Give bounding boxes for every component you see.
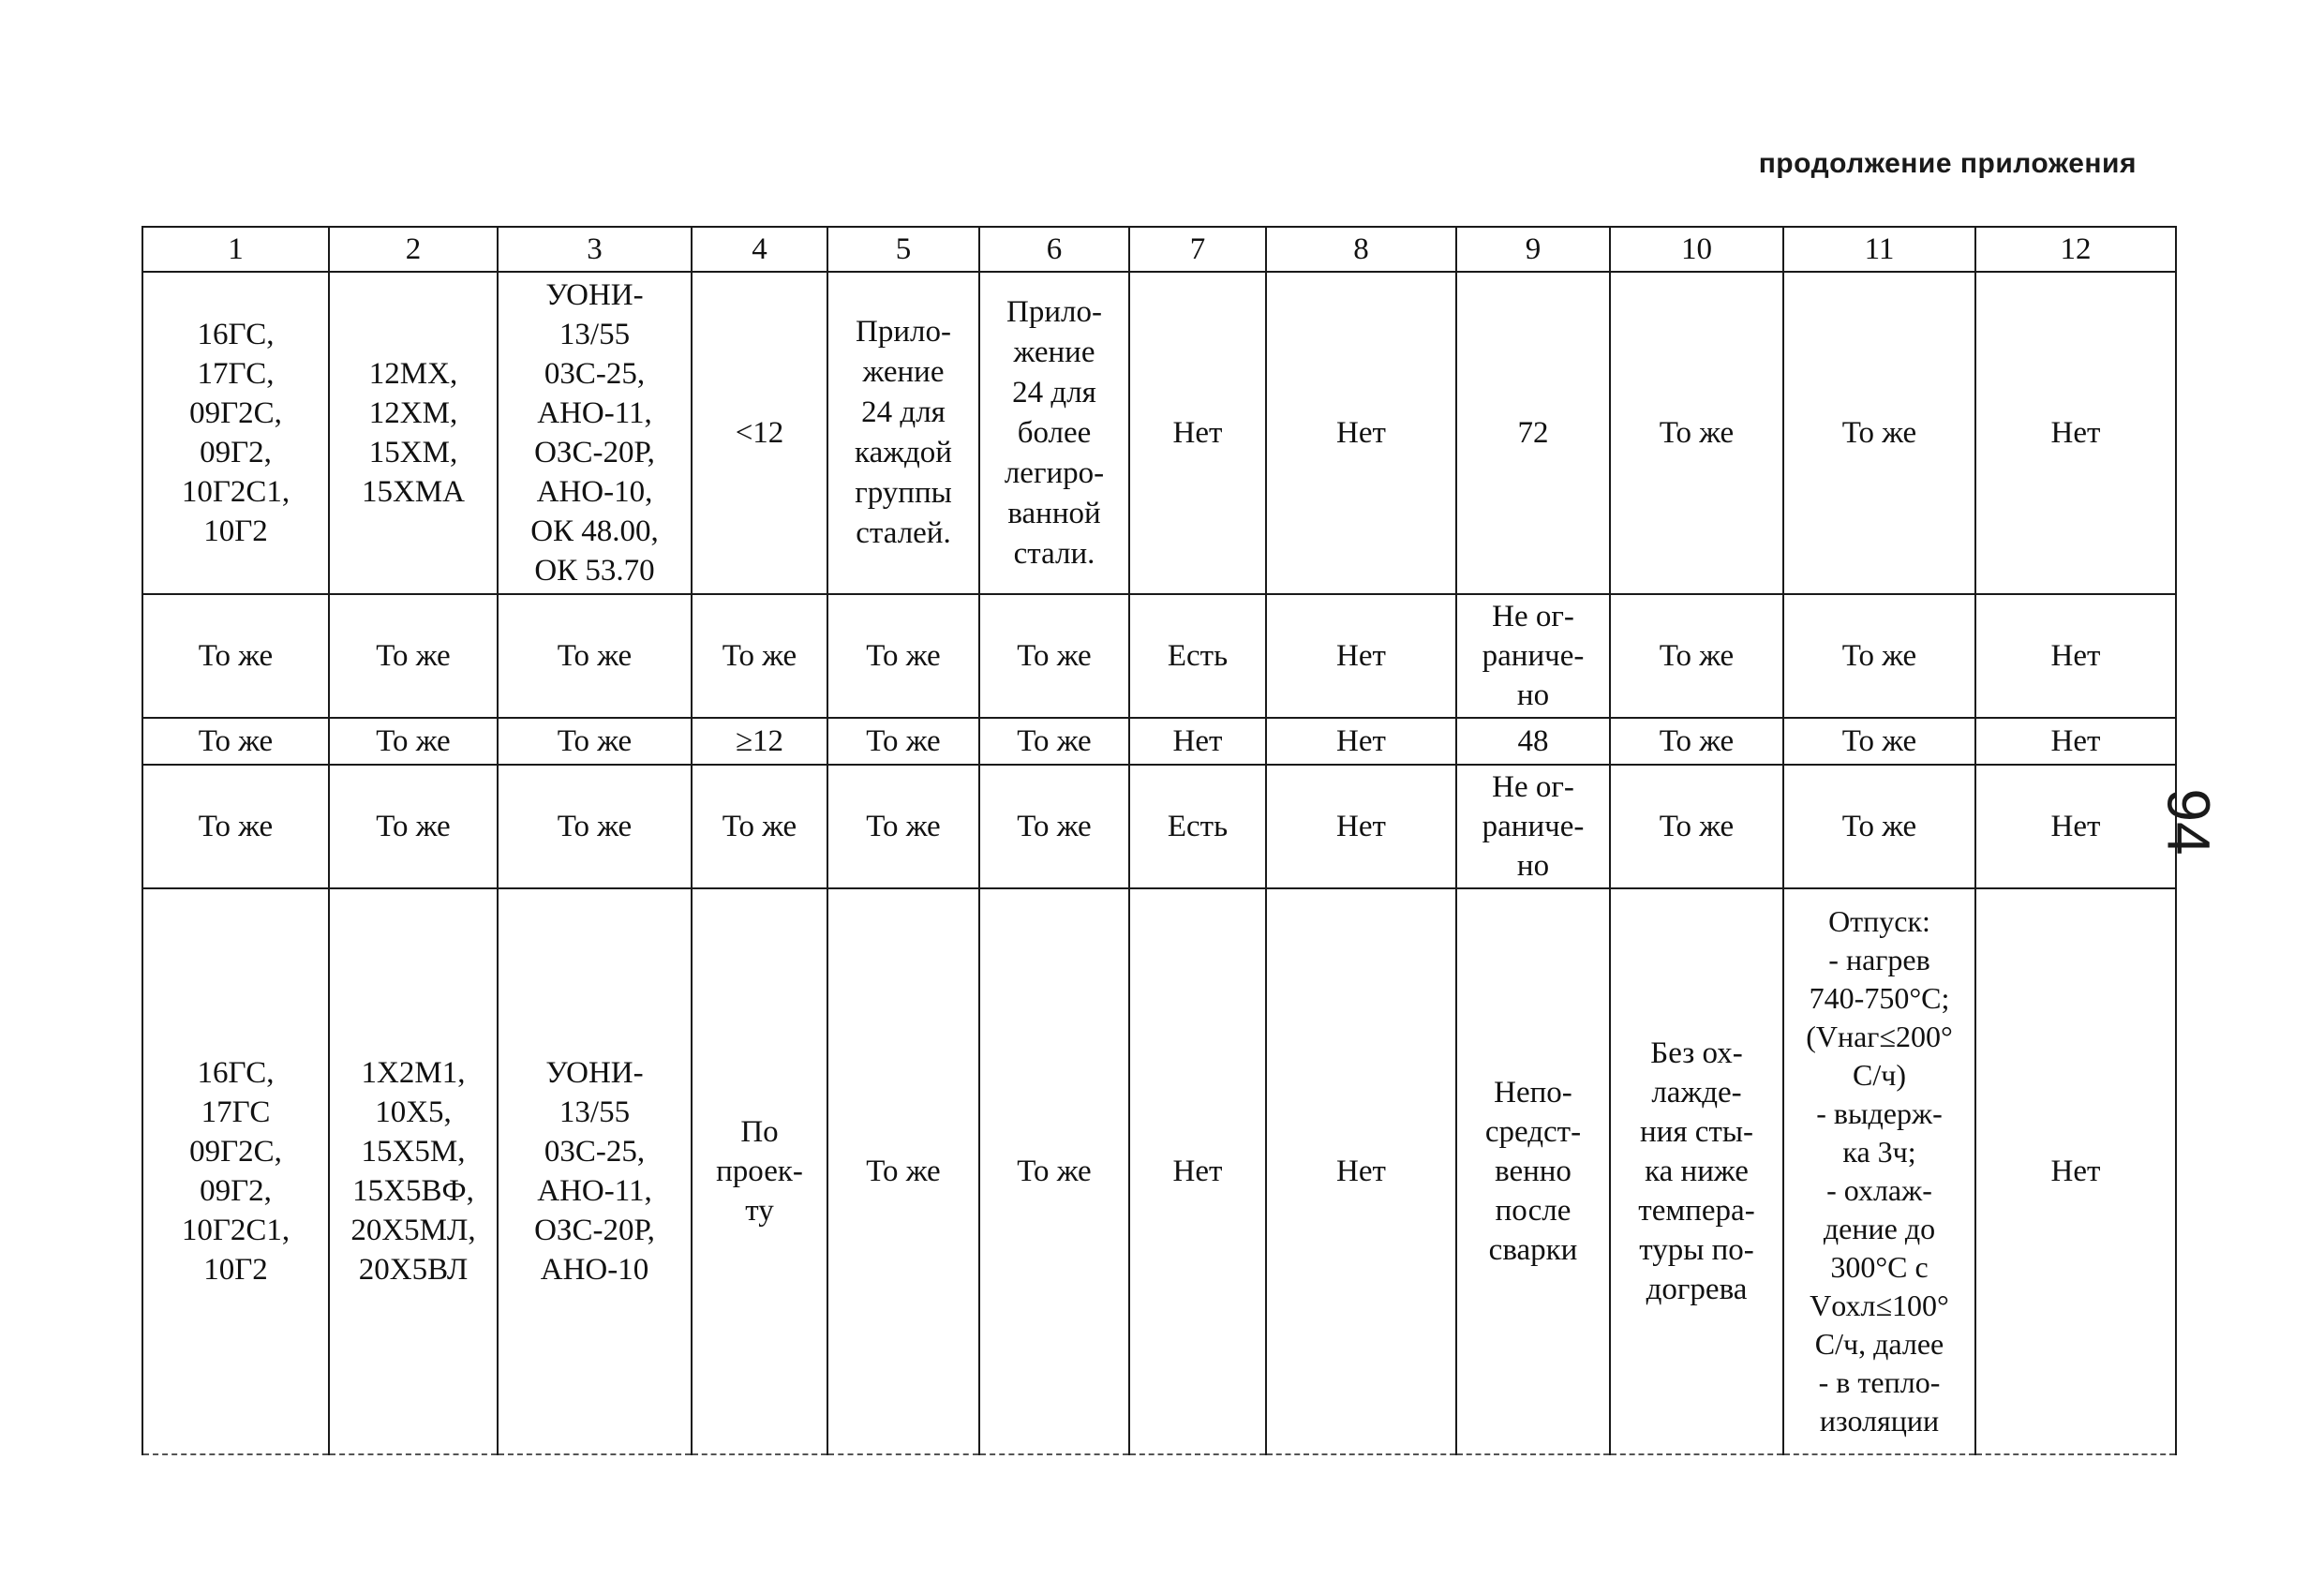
table-cell: То же	[979, 888, 1129, 1454]
table-cell: 16ГС, 17ГС, 09Г2С, 09Г2, 10Г2С1, 10Г2	[142, 272, 329, 594]
table-row	[142, 594, 2176, 718]
table-cell: Есть	[1129, 765, 1266, 888]
table-cell: То же	[827, 718, 979, 765]
table-cell: УОНИ- 13/55 03С-25, АНО-11, ОЗС-20Р, АНО-10	[498, 888, 692, 1454]
table-row	[142, 765, 2176, 888]
table-cell: 12МХ, 12ХМ, 15ХМ, 15ХМА	[329, 272, 498, 594]
table-cell: УОНИ- 13/55 03С-25, АНО-11, ОЗС-20Р, АНО-10, ОК 48.00, ОК 53.70	[498, 272, 692, 594]
column-number: 7	[1129, 227, 1266, 272]
table-cell: Нет	[1129, 718, 1266, 765]
table-cell: То же	[692, 594, 827, 718]
table-cell: То же	[498, 718, 692, 765]
table-cell: То же	[827, 765, 979, 888]
table-cell: То же	[1783, 718, 1975, 765]
table-cell: То же	[1610, 272, 1783, 594]
table-cell: То же	[498, 594, 692, 718]
table-cell: То же	[142, 718, 329, 765]
continuation-caption: продолжение приложения	[1758, 148, 2137, 179]
table-cell: Нет	[1975, 888, 2176, 1454]
table-cell: Отпуск: - нагрев 740-750°С; (Vнаг≤200° С/ч) - выдерж- ка 3ч; - охлаж- дение до 300°С с Vохл≤100° С/ч, далее - в тепло- изоляции	[1783, 888, 1975, 1454]
column-number: 8	[1266, 227, 1456, 272]
table-cell: То же	[1783, 272, 1975, 594]
table-cell: Нет	[1975, 718, 2176, 765]
table-cell: Нет	[1266, 272, 1456, 594]
column-number: 3	[498, 227, 692, 272]
table-cell: ≥12	[692, 718, 827, 765]
table-cell: Непо- средст- венно после сварки	[1456, 888, 1610, 1454]
table-cell: Нет	[1266, 888, 1456, 1454]
table-cell: То же	[498, 765, 692, 888]
table-cell: То же	[329, 765, 498, 888]
table-cell: Нет	[1975, 272, 2176, 594]
column-number: 12	[1975, 227, 2176, 272]
table-cell: То же	[827, 888, 979, 1454]
table-cell: 72	[1456, 272, 1610, 594]
column-number: 2	[329, 227, 498, 272]
table-row	[142, 888, 2176, 1454]
table-row	[142, 272, 2176, 594]
table-cell: По проек- ту	[692, 888, 827, 1454]
table-cell: То же	[979, 718, 1129, 765]
table-cell: То же	[1610, 718, 1783, 765]
column-number: 4	[692, 227, 827, 272]
column-number: 9	[1456, 227, 1610, 272]
table-cell: 16ГС, 17ГС 09Г2С, 09Г2, 10Г2С1, 10Г2	[142, 888, 329, 1454]
welding-parameters-table	[142, 226, 2177, 1455]
table-cell: Нет	[1266, 718, 1456, 765]
table-cell: То же	[142, 765, 329, 888]
table-cell: Нет	[1975, 765, 2176, 888]
table-cell: 1Х2М1, 10Х5, 15Х5М, 15Х5ВФ, 20Х5МЛ, 20Х5ВЛ	[329, 888, 498, 1454]
table-cell: То же	[142, 594, 329, 718]
table-cell: То же	[979, 594, 1129, 718]
column-number: 1	[142, 227, 329, 272]
table-cell: То же	[329, 594, 498, 718]
table-cell: То же	[827, 594, 979, 718]
table-cell: Прило- жение 24 для более легиро- ванной стали.	[979, 272, 1129, 594]
table-cell: Нет	[1129, 888, 1266, 1454]
table-cell: Нет	[1266, 765, 1456, 888]
table-cell: То же	[692, 765, 827, 888]
table-cell: 48	[1456, 718, 1610, 765]
table-header-row	[142, 227, 2176, 272]
column-number: 5	[827, 227, 979, 272]
table-cell: Не ог- раниче- но	[1456, 594, 1610, 718]
table-cell: Нет	[1129, 272, 1266, 594]
table-cell: Не ог- раниче- но	[1456, 765, 1610, 888]
table-cell: Есть	[1129, 594, 1266, 718]
table-cell: То же	[1783, 765, 1975, 888]
table-cell: Без ох- лажде- ния сты- ка ниже темпера- туры по- догрева	[1610, 888, 1783, 1454]
table-cell: То же	[329, 718, 498, 765]
table-row	[142, 718, 2176, 765]
table-cell: <12	[692, 272, 827, 594]
column-number: 6	[979, 227, 1129, 272]
column-number: 10	[1610, 227, 1783, 272]
table-cell: Нет	[1266, 594, 1456, 718]
page-number: 94	[2154, 788, 2223, 856]
table-cell: Прило- жение 24 для каждой группы сталей.	[827, 272, 979, 594]
table-cell: То же	[1783, 594, 1975, 718]
table-cell: То же	[1610, 594, 1783, 718]
table-cell: То же	[979, 765, 1129, 888]
table-cell: То же	[1610, 765, 1783, 888]
column-number: 11	[1783, 227, 1975, 272]
table-cell: Нет	[1975, 594, 2176, 718]
